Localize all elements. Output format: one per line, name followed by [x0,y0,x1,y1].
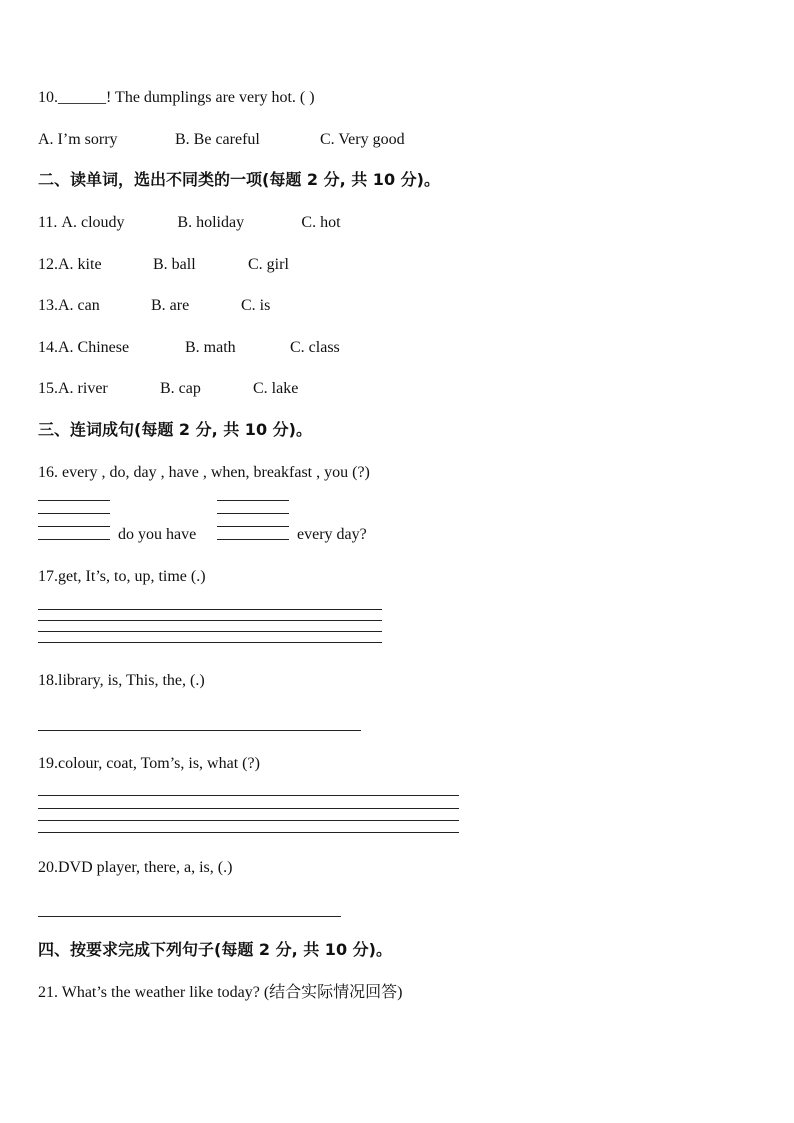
question-21: 21. What’s the weather like today? (结合实际情况回答) [38,984,403,1001]
answer-line[interactable] [38,642,382,643]
question-16-words: 16. every , do, day , have , when, breakfast , you (?) [38,464,370,481]
option-c: C. hot [301,214,341,231]
question-number: 14. [38,339,58,356]
answer-line[interactable] [38,808,459,809]
question-11 [38,213,341,233]
question-19-words: 19.colour, coat, Tom’s, is, what (?) [38,755,260,772]
answer-blank[interactable] [38,513,110,514]
answer-blank[interactable] [38,539,110,540]
answer-blank[interactable] [38,526,110,527]
question-16-end-text: every day? [297,526,367,543]
option-b: B. ball [153,256,196,273]
answer-line[interactable] [38,730,361,731]
option-b: B. math [185,339,236,356]
question-number: 11. [38,214,58,231]
answer-line[interactable] [38,820,459,821]
question-20-words: 20.DVD player, there, a, is, (.) [38,859,233,876]
question-12 [38,255,289,275]
answer-line[interactable] [38,631,382,632]
question-13 [38,296,270,316]
option-b: B. cap [160,380,201,397]
answer-blank[interactable] [217,500,289,501]
question-14 [38,338,340,358]
option-a: A. cloudy [61,214,125,231]
option-c: C. girl [248,256,289,273]
option-c: C. Very good [320,131,405,148]
section-2-heading: 二、读单词，选出不同类的一项(每题 2 分, 共 10 分)。 [38,170,440,189]
option-a: A. kite [58,256,102,273]
option-a: A. Chinese [58,339,130,356]
question-15 [38,379,298,399]
answer-line[interactable] [38,795,459,796]
answer-line[interactable] [38,832,459,833]
option-b: B. are [151,297,190,314]
answer-line[interactable] [38,620,382,621]
option-c: C. lake [253,380,299,397]
answer-line[interactable] [38,916,341,917]
question-number: 12. [38,256,58,273]
question-10-options [38,130,405,150]
answer-blank[interactable] [217,539,289,540]
option-c: C. class [290,339,340,356]
question-number: 13. [38,297,58,314]
question-18-words: 18.library, is, This, the, (.) [38,672,205,689]
answer-blank[interactable] [217,526,289,527]
answer-line[interactable] [38,609,382,610]
option-b: B. Be careful [175,131,260,148]
answer-blank[interactable] [217,513,289,514]
section-4-heading: 四、按要求完成下列句子(每题 2 分, 共 10 分)。 [38,940,392,959]
answer-blank[interactable] [38,500,110,501]
option-c: C. is [241,297,271,314]
section-3-heading: 三、连词成句(每题 2 分, 共 10 分)。 [38,420,312,439]
option-b: B. holiday [177,214,245,231]
question-10-stem: 10.______! The dumplings are very hot. ( ) [38,89,315,106]
option-a: A. river [58,380,108,397]
option-a: A. can [58,297,100,314]
question-16-mid-text: do you have [118,526,197,543]
question-17-words: 17.get, It’s, to, up, time (.) [38,568,206,585]
option-a: A. I’m sorry [38,131,118,148]
question-number: 15. [38,380,58,397]
